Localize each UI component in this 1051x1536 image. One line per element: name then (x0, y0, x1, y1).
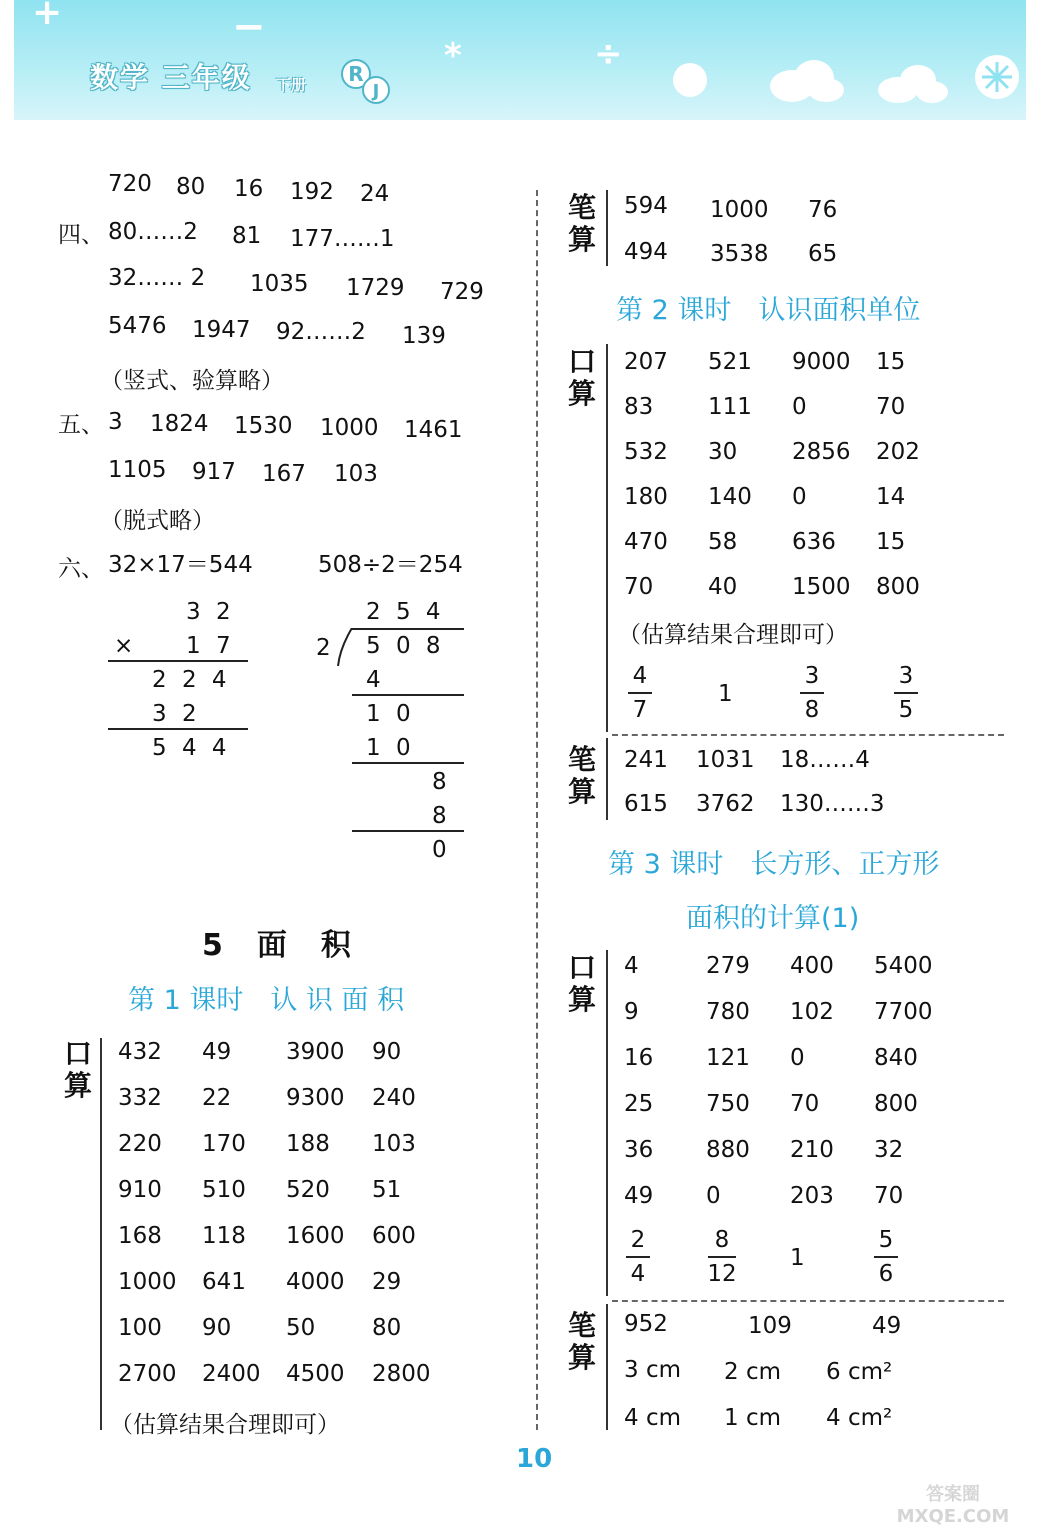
grid-cell: 800 (876, 574, 920, 600)
grid-cell: 4 (624, 953, 639, 979)
answer-value: 76 (808, 197, 838, 223)
grid-cell: 22 (202, 1085, 232, 1111)
answer-value: 1824 (150, 411, 209, 437)
grid-cell: 510 (202, 1177, 246, 1203)
grid-cell: 25 (624, 1091, 654, 1117)
answer-value: 130……3 (780, 791, 885, 817)
grid-cell: 2400 (202, 1361, 261, 1387)
grid-cell: 780 (706, 999, 750, 1025)
grid-cell: 432 (118, 1039, 162, 1065)
mult-sign: × (114, 633, 134, 659)
grid-cell: 111 (708, 394, 752, 420)
grid-cell: 521 (708, 349, 752, 375)
div-step-line (352, 762, 464, 764)
fraction-numerator: 5 (878, 1227, 894, 1253)
grid-cell: 32 (874, 1137, 904, 1163)
answer-value: 1947 (192, 317, 251, 343)
grid-cell: 210 (790, 1137, 834, 1163)
fraction (870, 1226, 902, 1288)
answer-value: 729 (440, 279, 484, 305)
fraction-numerator: 3 (804, 663, 820, 689)
header-banner (14, 0, 1026, 120)
answer-value: 81 (232, 223, 262, 249)
grid-cell: 51 (372, 1177, 402, 1203)
div-step: 0 (432, 837, 447, 863)
fraction-numerator: 3 (898, 663, 914, 689)
div-step: 4 (366, 667, 381, 693)
grid-cell: 40 (708, 574, 738, 600)
grid-cell: 4500 (286, 1361, 345, 1387)
bisuan-label: 笔算 (567, 191, 596, 256)
grid-cell: 188 (286, 1131, 330, 1157)
answer-value: 3 (108, 409, 123, 435)
grid-cell: 70 (874, 1183, 904, 1209)
grid-cell: 16 (624, 1045, 654, 1071)
div-step-line (352, 830, 464, 832)
answer-note: （竖式、验算略） (100, 368, 284, 394)
fraction (796, 662, 828, 724)
grid-cell: 102 (790, 999, 834, 1025)
div-step: 8 (432, 769, 447, 795)
grid-cell: 50 (286, 1315, 316, 1341)
grid-cell: 910 (118, 1177, 162, 1203)
grid-cell: 520 (286, 1177, 330, 1203)
div-step: 8 (432, 803, 447, 829)
section-rule (606, 344, 608, 732)
chapter-title: 5 面 积 (202, 928, 353, 963)
page-number: 10 (516, 1444, 553, 1474)
section-rule (606, 950, 608, 1296)
div-bar-line (352, 628, 464, 630)
div-step: 1 0 (366, 701, 415, 727)
section-rule (606, 190, 608, 266)
grid-cell: 140 (708, 484, 752, 510)
grid-cell: 14 (876, 484, 906, 510)
grid-cell: 240 (372, 1085, 416, 1111)
section-divider (612, 734, 1004, 736)
grid-cell: 641 (202, 1269, 246, 1295)
answer-value: 1035 (250, 271, 309, 297)
equation: 32×17＝544 (108, 552, 253, 578)
grid-cell: 180 (624, 484, 668, 510)
grid-cell: 9300 (286, 1085, 345, 1111)
grid-cell: 0 (792, 394, 807, 420)
answer-value: 1530 (234, 413, 293, 439)
grid-cell: 7700 (874, 999, 933, 1025)
grid-cell: 600 (372, 1223, 416, 1249)
grid-cell: 279 (706, 953, 750, 979)
answer-value: 5476 (108, 313, 167, 339)
answer-value: 3538 (710, 241, 769, 267)
div-dividend: 5 0 8 (366, 633, 445, 659)
grid-cell: 168 (118, 1223, 162, 1249)
mult-row: 3 2 (152, 701, 201, 727)
grid-cell: 5400 (874, 953, 933, 979)
grid-cell: 202 (876, 439, 920, 465)
answer-value: 494 (624, 239, 668, 265)
mult-row: 1 7 (186, 633, 235, 659)
grid-cell: 90 (202, 1315, 232, 1341)
fraction-numerator: 2 (630, 1227, 646, 1253)
fraction-denominator: 5 (898, 697, 914, 723)
grid-cell: 29 (372, 1269, 402, 1295)
section-rule (100, 1038, 102, 1430)
grid-cell: 332 (118, 1085, 162, 1111)
grid-cell: 36 (624, 1137, 654, 1163)
fraction (704, 1226, 740, 1288)
grid-cell: 880 (706, 1137, 750, 1163)
grid-cell: 9 (624, 999, 639, 1025)
kousuan-label: 口算 (63, 1037, 92, 1102)
grid-cell: 1000 (118, 1269, 177, 1295)
grid-cell: 2856 (792, 439, 851, 465)
mult-divider-line (108, 728, 248, 730)
fraction (890, 662, 922, 724)
answer-value: 4 cm² (826, 1405, 893, 1431)
answer-value: 1 (790, 1245, 805, 1271)
watermark-logo (868, 1440, 1038, 1530)
mult-row: 2 2 4 (152, 667, 231, 693)
answer-value: 1031 (696, 747, 755, 773)
answer-value: 1000 (320, 415, 379, 441)
div-step-line (352, 694, 464, 696)
answer-value: 103 (334, 461, 378, 487)
grid-cell: 70 (876, 394, 906, 420)
grid-cell: 840 (874, 1045, 918, 1071)
header-volume: 下册 (276, 76, 307, 94)
answer-value: 16 (234, 176, 264, 202)
grid-cell: 3900 (286, 1039, 345, 1065)
star-decoration-icon: * (444, 36, 462, 76)
bisuan-label: 笔算 (567, 743, 596, 808)
mult-row: 3 2 (186, 599, 235, 625)
grid-cell: 532 (624, 439, 668, 465)
answer-value: 32…… 2 (108, 265, 206, 291)
section-label: 六、 (58, 556, 104, 582)
answer-value: 3762 (696, 791, 755, 817)
answer-value: 4 cm (624, 1405, 681, 1431)
div-step: 1 0 (366, 735, 415, 761)
answer-value: 1461 (404, 417, 463, 443)
section-label: 四、 (58, 222, 104, 248)
answer-value: 80……2 (108, 219, 198, 245)
minus-decoration-icon: − (232, 4, 266, 50)
grid-cell: 207 (624, 349, 668, 375)
bisuan-label: 笔算 (567, 1309, 596, 1374)
lesson-title: 第 3 课时 长方形、正方形 (608, 849, 940, 880)
grid-cell: 0 (792, 484, 807, 510)
answer-note: （估算结果合理即可） (618, 622, 848, 648)
answer-value: 24 (360, 181, 390, 207)
fraction-numerator: 4 (632, 663, 648, 689)
fraction-numerator: 8 (714, 1227, 730, 1253)
answer-value: 1729 (346, 275, 405, 301)
lesson-title: 第 2 课时 认识面积单位 (616, 295, 921, 326)
fraction (624, 662, 656, 724)
answer-value: 49 (872, 1313, 902, 1339)
answer-value: 1000 (710, 197, 769, 223)
answer-note: （脱式略） (100, 508, 215, 534)
snowflake-icon (972, 52, 1022, 102)
section-rule (606, 1304, 608, 1430)
grid-cell: 4000 (286, 1269, 345, 1295)
mult-divider-line (108, 660, 248, 662)
grid-cell: 750 (706, 1091, 750, 1117)
answer-value: 2 cm (724, 1359, 781, 1385)
divide-decoration-icon: ÷ (594, 34, 623, 74)
answer-value: 18……4 (780, 747, 870, 773)
grid-cell: 49 (624, 1183, 654, 1209)
grid-cell: 203 (790, 1183, 834, 1209)
cloud-icon (874, 62, 952, 106)
answer-value: 92……2 (276, 319, 366, 345)
grid-cell: 470 (624, 529, 668, 555)
div-divisor: 2 (316, 635, 331, 661)
grid-cell: 70 (790, 1091, 820, 1117)
div-quotient: 2 5 4 (366, 599, 445, 625)
answer-value: 192 (290, 179, 334, 205)
grid-cell: 15 (876, 349, 906, 375)
watermark-text: 答案圈 MXQE.COM (896, 1484, 1010, 1527)
answer-value: 3 cm (624, 1357, 681, 1383)
grid-cell: 58 (708, 529, 738, 555)
grid-cell: 90 (372, 1039, 402, 1065)
equation: 508÷2＝254 (318, 552, 463, 578)
answer-value: 109 (748, 1313, 792, 1339)
grid-cell: 80 (372, 1315, 402, 1341)
answer-value: 917 (192, 459, 236, 485)
fraction-denominator: 6 (878, 1261, 894, 1287)
grid-cell: 15 (876, 529, 906, 555)
grid-cell: 49 (202, 1039, 232, 1065)
fraction-denominator: 8 (804, 697, 820, 723)
answer-value: 615 (624, 791, 668, 817)
rj-badge-icon (340, 56, 400, 108)
grid-cell: 400 (790, 953, 834, 979)
section-label: 五、 (58, 412, 104, 438)
kousuan-label: 口算 (567, 951, 596, 1016)
lesson-title: 面积的计算(1) (686, 903, 860, 934)
answer-value: 720 (108, 171, 152, 197)
cloud-icon (766, 56, 846, 106)
section-divider (612, 1300, 1004, 1302)
answer-value: 6 cm² (826, 1359, 893, 1385)
answer-value: 594 (624, 193, 668, 219)
fraction-denominator: 12 (707, 1261, 737, 1287)
lesson-title: 第 1 课时 认 识 面 积 (128, 985, 405, 1016)
grid-cell: 2700 (118, 1361, 177, 1387)
answer-value: 65 (808, 241, 838, 267)
answer-note: （估算结果合理即可） (110, 1412, 340, 1438)
grid-cell: 636 (792, 529, 836, 555)
header-title: 数学 三年级 (90, 61, 252, 94)
grid-cell: 118 (202, 1223, 246, 1249)
answer-value: 177……1 (290, 226, 395, 252)
grid-cell: 70 (624, 574, 654, 600)
answer-value: 952 (624, 1311, 668, 1337)
kousuan-label: 口算 (567, 345, 596, 410)
answer-value: 1 (718, 681, 733, 707)
grid-cell: 83 (624, 394, 654, 420)
grid-cell: 100 (118, 1315, 162, 1341)
div-bracket-icon (336, 628, 356, 668)
grid-cell: 30 (708, 439, 738, 465)
section-rule (606, 738, 608, 820)
mult-row: 5 4 4 (152, 735, 231, 761)
grid-cell: 1500 (792, 574, 851, 600)
grid-cell: 800 (874, 1091, 918, 1117)
fraction-denominator: 7 (632, 697, 648, 723)
svg-text:R: R (348, 62, 364, 86)
answer-value: 80 (176, 174, 206, 200)
sun-icon (670, 60, 710, 100)
grid-cell: 220 (118, 1131, 162, 1157)
fraction-denominator: 4 (630, 1261, 646, 1287)
grid-cell: 121 (706, 1045, 750, 1071)
grid-cell: 2800 (372, 1361, 431, 1387)
answer-value: 1 cm (724, 1405, 781, 1431)
grid-cell: 0 (790, 1045, 805, 1071)
plus-decoration-icon: + (32, 0, 63, 33)
answer-value: 241 (624, 747, 668, 773)
column-divider (536, 190, 538, 1430)
grid-cell: 9000 (792, 349, 851, 375)
grid-cell: 103 (372, 1131, 416, 1157)
grid-cell: 1600 (286, 1223, 345, 1249)
answer-value: 1105 (108, 457, 167, 483)
grid-cell: 170 (202, 1131, 246, 1157)
grid-cell: 0 (706, 1183, 721, 1209)
svg-text:J: J (372, 81, 380, 102)
answer-value: 139 (402, 323, 446, 349)
fraction (622, 1226, 654, 1288)
answer-value: 167 (262, 461, 306, 487)
